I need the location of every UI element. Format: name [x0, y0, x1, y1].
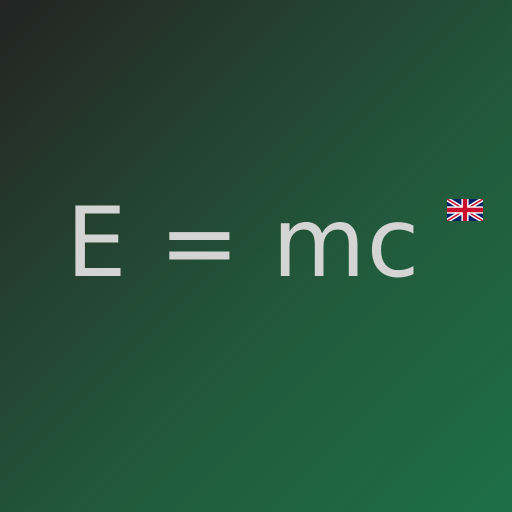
- formula-text: E = mc: [66, 187, 421, 299]
- uk-flag-icon: [447, 199, 483, 221]
